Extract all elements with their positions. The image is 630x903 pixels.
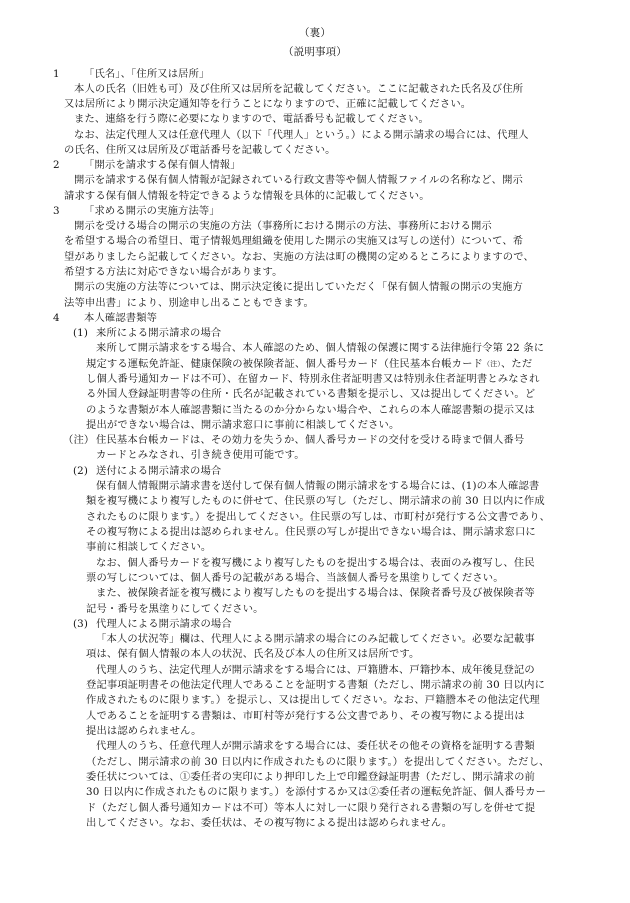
paragraph-line: 来所して開示請求をする場合、本人確認のため、個人情報の保護に関する法律施行令第 22 条に [96,342,545,354]
paragraph-line: 記号・番号を黒塗りにしてください。 [86,603,264,615]
paragraph-line: 事前に相談してください。 [86,541,212,553]
note-line: 住民基本台帳カードは、その効力を失うか、個人番号カードの交付を受ける時まで個人番号 [96,434,525,446]
paragraph-line: 30 日以内に作成されたものに限ります。）を添付するか又は②委任者の運転免許証、個人番号カー [86,786,547,798]
subsection-label: (3) [73,618,89,630]
paragraph-line: 望がありましたら記載してください。なお、実施の方法は町の機関の定めるところによりますので、 [64,251,534,263]
paragraph-line: 登記事項証明書その他法定代理人であることを証明する書類（ただし、開示請求の前 30 日以内に [86,679,546,691]
paragraph-line: 法等申出書」により、別途申し出ることもできます。 [64,297,314,309]
paragraph-line: 代理人のうち、任意代理人が開示請求をする場合には、委任状その他その資格を証明する書類 [96,740,535,752]
paragraph-line: のような書類が本人確認書類に当たるのか分からない場合や、これらの本人確認書類の提示又は [86,404,536,416]
paragraph-line: 開示を請求する保有個人情報が記録されている行政文書等や個人情報ファイルの名称など、開示 [74,174,524,186]
paragraph-line: その複写物による提出は認められません。住民票の写しが提出できない場合は、開示請求窓口に [86,526,536,538]
paragraph-line: 又は居所により開示決定通知等を行うことになりますので、正確に記載してください。 [64,98,472,110]
paragraph-line: また、連絡を行う際に必要になりますので、電話番号も記載してください。 [74,113,429,125]
paragraph-line: されたものに限ります。）を提出してください。住民票の写しは、市町村が発行する公文書であり、 [86,511,551,523]
paragraph-line: 請求する保有個人情報を特定できるような情報を具体的に記載してください。 [64,190,430,202]
paragraph-line: の氏名、住所又は居所及び電話番号を記載してください。 [64,144,336,156]
paragraph-line: 票の写しについては、個人番号の記載がある場合、当該個人番号を黒塗りしてください。 [86,572,504,584]
paragraph-line: を希望する場合の希望日、電子情報処理組織を使用した開示の実施又は写しの送付）について、希 [64,235,524,247]
page-subtitle: （説明事項） [283,46,347,58]
paragraph-line: 項は、保有個人情報の本人の状況、氏名及び本人の住所又は居所です。 [86,648,420,660]
paragraph-line: 本人の氏名（旧姓も可）及び住所又は居所を記載してください。ここに記載された氏名及び住所 [74,83,524,95]
paragraph-line: し個人番号通知カードは不可）、在留カード、特別永住者証明書又は特別永住者証明書とみなされ [86,373,540,385]
paragraph-line: また、被保険者証を複写機により複写したものを提出する場合は、保険者番号及び被保険者等 [96,587,535,599]
section-heading: 「氏名」、「住所又は居所」 [84,68,210,80]
section-number: 4 [53,312,60,324]
paragraph-line: 開示の実施の方法等については、開示決定後に提出していただく「保有個人情報の開示の実施方 [74,281,524,293]
paragraph-line: 希望する方法に対応できない場合があります。 [64,266,283,278]
section-heading: 「求める開示の実施方法等」 [84,205,220,217]
paragraph-line: る外国人登録証明書等の住所・氏名が記載されている書類を提示し、又は提出してください。ど [86,388,536,400]
subsection-heading: 送付による開示請求の場合 [96,465,222,477]
section-number: 2 [53,159,60,171]
paragraph-line: （ただし、開示請求の前 30 日以内に作成されたものに限ります。）を提出してください。ただし、 [86,756,550,768]
note-label: （注） [63,434,95,446]
paragraph-line: 開示を受ける場合の開示の実施の方法（事務所における開示の方法、事務所における開示 [74,220,492,232]
paragraph-line: 代理人のうち、法定代理人が開示請求をする場合には、戸籍謄本、戸籍抄本、成年後見登記の [96,664,535,676]
paragraph-line: 提出ができない場合は、開示請求窓口に事前に相談してください。 [86,419,400,431]
note-line: カードとみなされ、引き続き使用可能です。 [96,449,305,461]
paragraph-line: 類を複写機により複写したものに併せて、住民票の写し（ただし、開示請求の前 30 日以内に作成 [86,495,545,507]
section-heading: 本人確認書類等 [84,312,158,324]
paragraph-line: 委任状については、①委任者の実印により押印した上で印鑑登録証明書（ただし、開示請求の前 [86,771,536,783]
section-number: 3 [53,205,60,217]
section-number: 1 [53,68,60,80]
note-marker: （注） [482,360,501,368]
subsection-heading: 代理人による開示請求の場合 [96,618,232,630]
subsection-label: (2) [73,465,89,477]
page-title: （裏） [299,27,331,39]
paragraph-line: 提出は認められません。 [86,725,202,737]
paragraph-line: なお、法定代理人又は任意代理人（以下「代理人」という。）による開示請求の場合には、代理人 [74,129,529,141]
subsection-heading: 来所による開示請求の場合 [96,327,222,339]
subsection-label: (1) [73,327,89,339]
paragraph-line: ド（ただし個人番号通知カードは不可）等本人に対し一に限り発行される書類の写しを併せて提 [86,802,536,814]
paragraph-line: 「本人の状況等」欄は、代理人による開示請求の場合にのみ記載してください。必要な記載事 [96,633,535,645]
paragraph-line: 人であることを証明する書類は、市町村等が発行する公文書であり、その複写物による提出は [86,710,525,722]
paragraph-line: 規定する運転免許証、健康保険の被保険者証、個人番号カード（住民基本台帳カード（注）、ただ [86,358,533,370]
section-heading: 「開示を請求する保有個人情報」 [84,159,241,171]
paragraph-line: 保有個人情報開示請求書を送付して保有個人情報の開示請求をする場合には、(1)の本人確認書 [96,480,540,492]
paragraph-line: 作成されたものに限ります。）を提示し、又は提出してください。なお、戸籍謄本その他法定代理 [86,694,540,706]
paragraph-line: 出してください。なお、委任状は、その複写物による提出は認められません。 [86,817,453,829]
paragraph-line: なお、個人番号カードを複写機により複写したものを提出する場合は、表面のみ複写し、住民 [96,557,535,569]
